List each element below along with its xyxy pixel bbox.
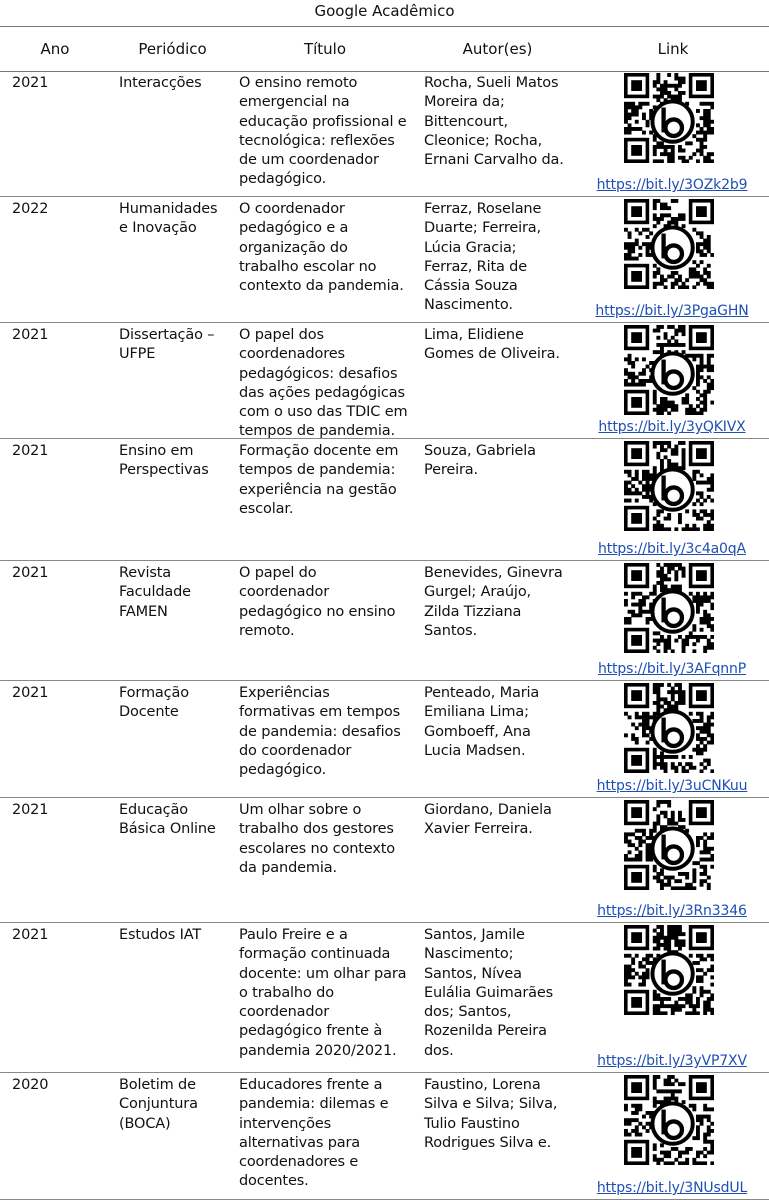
cell-link	[578, 71, 766, 196]
table-row	[0, 923, 769, 1073]
cell-periodico: Interacções	[119, 75, 202, 91]
bitly-qr-code-icon	[624, 73, 714, 163]
cell-titulo: Experiências formativas em tempos de pandemia: desafios do coordenador pedagógico.	[239, 685, 401, 779]
cell-periodico: Educação Básica Online	[119, 802, 216, 838]
cell-periodico: Boletim de Conjuntura (BOCA)	[119, 1077, 198, 1132]
cell-titulo: Um olhar sobre o trabalho dos gestores escolares no contexto da pandemia.	[239, 802, 396, 876]
table-row	[0, 197, 769, 323]
short-link[interactable]: https://bit.ly/3uCNKuu	[596, 778, 748, 794]
cell-autores: Ferraz, Roselane Duarte; Ferreira, Lúcia Gracia; Ferraz, Rita de Cássia Souza Nascimento.	[424, 201, 542, 314]
cell-autores: Rocha, Sueli Matos Moreira da; Bittencourt, Cleonice; Rocha, Ernani Carvalho da.	[424, 75, 564, 169]
cell-autores: Benevides, Ginevra Gurgel; Araújo, Zilda Tizziana Santos.	[424, 565, 563, 639]
cell-titulo: Educadores frente a pandemia: dilemas e intervenções alternativas para coordenadores e docentes.	[239, 1077, 389, 1190]
short-link[interactable]: https://bit.ly/3AFqnnP	[597, 661, 747, 677]
table-row	[0, 71, 769, 197]
cell-autores: Santos, Jamile Nascimento; Santos, Nívea Eulália Guimarães dos; Santos, Rozenilda Pereira dos.	[424, 927, 554, 1059]
bitly-qr-code-icon	[624, 683, 714, 773]
bitly-qr-code-icon	[624, 1075, 714, 1165]
cell-link	[578, 439, 766, 560]
cell-ano: 2020	[12, 1077, 49, 1093]
table-row	[0, 681, 769, 798]
table-caption: Google Acadêmico	[314, 2, 455, 20]
header-ano: Ano	[40, 40, 70, 58]
cell-link	[578, 1073, 766, 1199]
table-row	[0, 798, 769, 923]
cell-titulo: Paulo Freire e a formação continuada docente: um olhar para o trabalho do coordenador pedagógico frente à pandemia 2020/2021.	[239, 927, 407, 1059]
cell-periodico: Humanidades e Inovação	[119, 201, 218, 237]
cell-link	[578, 923, 766, 1072]
short-link[interactable]: https://bit.ly/3NUsdUL	[596, 1180, 748, 1196]
bitly-qr-code-icon	[624, 199, 714, 289]
cell-ano: 2021	[12, 685, 49, 701]
header-link: Link	[657, 40, 689, 58]
cell-titulo: O papel dos coordenadores pedagógicos: desafios das ações pedagógicas com o uso das TDIC em tempos de pandemia.	[239, 327, 408, 440]
cell-titulo: O coordenador pedagógico e a organização do trabalho escolar no contexto da pandemia.	[239, 201, 404, 295]
table-row	[0, 323, 769, 439]
bitly-qr-code-icon	[624, 563, 714, 653]
cell-ano: 2022	[12, 201, 49, 217]
cell-link	[578, 323, 766, 438]
bitly-qr-code-icon	[624, 800, 714, 890]
cell-autores: Penteado, Maria Emiliana Lima; Gomboeff, Ana Lucia Madsen.	[424, 685, 540, 759]
header-titulo: Título	[303, 40, 347, 58]
short-link[interactable]: https://bit.ly/3yVP7XV	[597, 1053, 747, 1069]
cell-titulo: O papel do coordenador pedagógico no ensino remoto.	[239, 565, 396, 639]
header-autores: Autor(es)	[462, 40, 533, 58]
cell-autores: Lima, Elidiene Gomes de Oliveira.	[424, 327, 560, 363]
cell-ano: 2021	[12, 927, 49, 943]
cell-periodico: Ensino em Perspectivas	[119, 443, 209, 479]
cell-periodico: Estudos IAT	[119, 927, 202, 943]
cell-autores: Souza, Gabriela Pereira.	[424, 443, 536, 479]
cell-ano: 2021	[12, 75, 49, 91]
cell-ano: 2021	[12, 565, 49, 581]
table-row	[0, 561, 769, 681]
short-link[interactable]: https://bit.ly/3OZk2b9	[596, 177, 748, 193]
cell-ano: 2021	[12, 327, 49, 343]
cell-periodico: Formação Docente	[119, 685, 189, 721]
header-periodico: Periódico	[138, 40, 207, 58]
bitly-qr-code-icon	[624, 441, 714, 531]
cell-link	[578, 561, 766, 680]
cell-autores: Giordano, Daniela Xavier Ferreira.	[424, 802, 552, 838]
cell-titulo: Formação docente em tempos de pandemia: experiência na gestão escolar.	[239, 443, 399, 517]
short-link[interactable]: https://bit.ly/3c4a0qA	[598, 541, 746, 557]
cell-autores: Faustino, Lorena Silva e Silva; Silva, Tulio Faustino Rodrigues Silva e.	[424, 1077, 558, 1151]
short-link[interactable]: https://bit.ly/3Rn3346	[597, 903, 747, 919]
table-header	[0, 27, 769, 72]
cell-ano: 2021	[12, 443, 49, 459]
bitly-qr-code-icon	[624, 325, 714, 415]
cell-link	[578, 197, 766, 322]
cell-titulo: O ensino remoto emergencial na educação profissional e tecnológica: reflexões de um coordenador pedagógico.	[239, 75, 407, 188]
table-row	[0, 1073, 769, 1200]
bitly-qr-code-icon	[624, 925, 714, 1015]
short-link[interactable]: https://bit.ly/3yQKIVX	[598, 419, 746, 435]
cell-link	[578, 798, 766, 922]
cell-ano: 2021	[12, 802, 49, 818]
cell-link	[578, 681, 766, 797]
short-link[interactable]: https://bit.ly/3PgaGHN	[595, 303, 749, 319]
table-row	[0, 439, 769, 561]
cell-periodico: Revista Faculdade FAMEN	[119, 565, 191, 620]
cell-periodico: Dissertação – UFPE	[119, 327, 215, 363]
